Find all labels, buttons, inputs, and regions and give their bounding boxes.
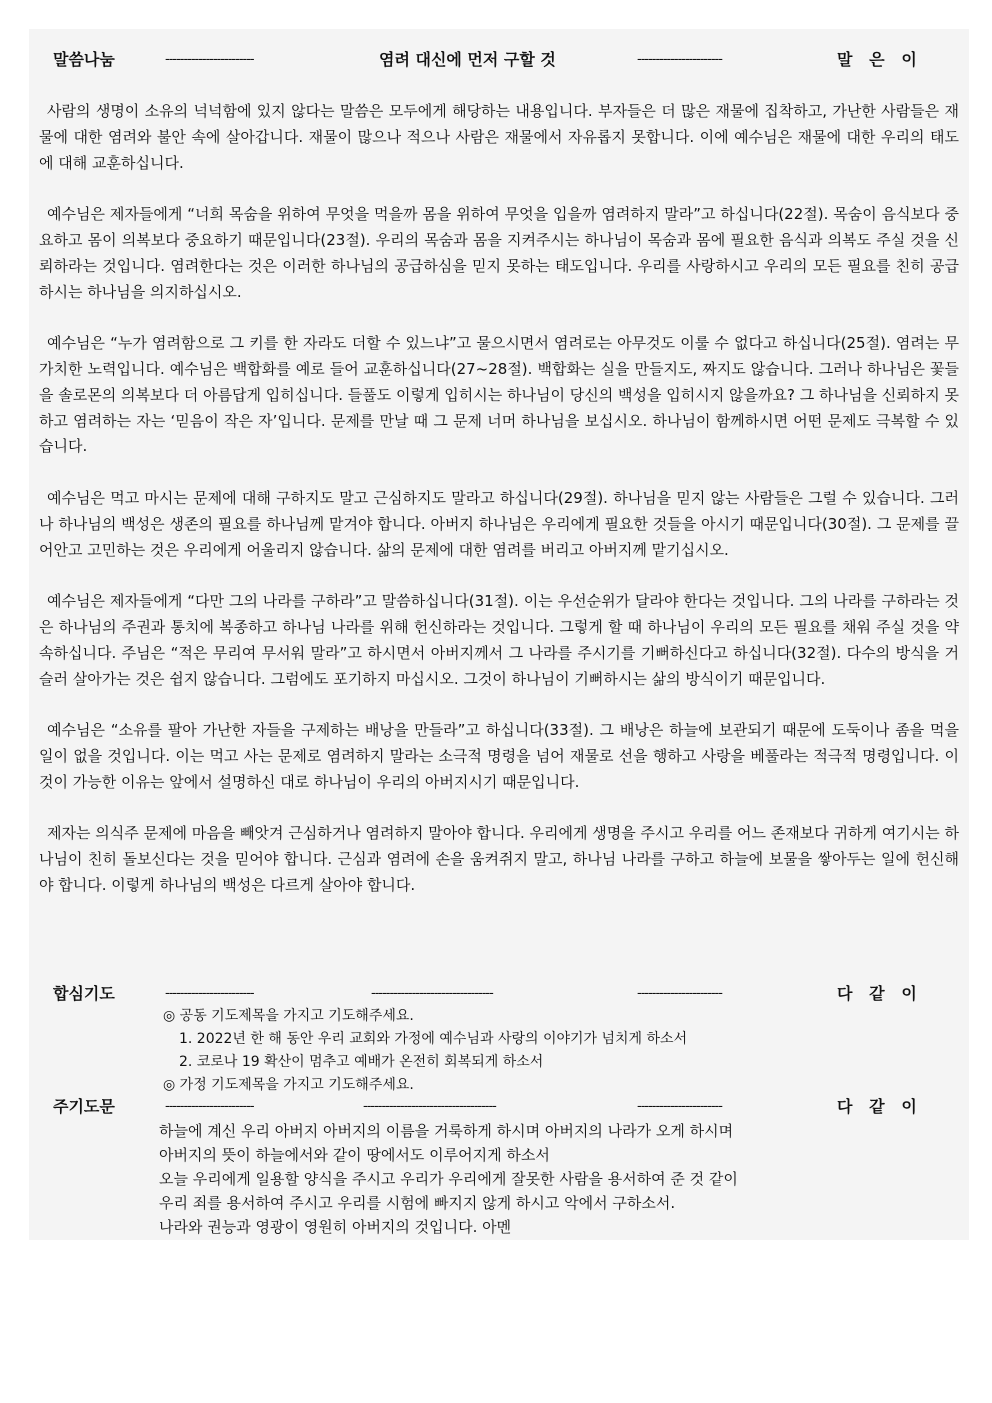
sermon-paragraph: 예수님은 제자들에게 “다만 그의 나라를 구하라”고 말씀하십니다(31절). 이는 우선순위가 달라야 한다는 것입니다. 그의 나라를 구하라는 것은 하나님의 주권과 통치에 복종하고 하나님 나라를 위해 헌신하라는 것입니다. 그렇게 할 때 하나님이 우리의 모든 필요를 채워 주실 것을 약속하십니다. 주님은 “적은 무리여 무서워 말라”고 하시면서 아버지께서 그 나라를 주시기를 기뻐하신다고 하십니다(32절). 다수의 방식을 거슬러 살아가는 것은 쉽지 않습니다. 그럼에도 포기하지 마십시오. 그것이 하나님이 기뻐하시는 삶의 방식이기 때문입니다. (39, 592, 959, 688)
prayer-section-label: 합심기도 (53, 984, 115, 1003)
bulletin-sheet (29, 29, 969, 1240)
header-divider: ----------------------- (637, 986, 722, 1001)
sermon-title: 염려 대신에 먼저 구할 것 (379, 50, 556, 69)
sermon-paragraph: 예수님은 먹고 마시는 문제에 대해 구하지도 말고 근심하지도 말라고 하십니다(29절). 하나님을 믿지 않는 사람들은 그럴 수 있습니다. 그러나 하나님의 백성은 생존의 필요를 하나님께 맡겨야 합니다. 아버지 하나님은 우리에게 필요한 것들을 아시기 때문입니다(30절). 그 문제를 끌어안고 고민하는 것은 우리에게 어울리지 않습니다. 삶의 문제에 대한 염려를 버리고 아버지께 맡기십시오. (39, 488, 959, 559)
church-prayer-heading: ◎ 공동 기도제목을 가지고 기도해주세요. (163, 1008, 414, 1024)
header-divider: ------------------------------------ (363, 1099, 496, 1114)
sermon-paragraph: 예수님은 “소유를 팔아 가난한 자들을 구제하는 배낭을 만들라”고 하십니다(33절). 그 배낭은 하늘에 보관되기 때문에 도둑이나 좀을 먹을 일이 없을 것입니다. 이는 먹고 사는 문제로 염려하지 말라는 소극적 명령을 넘어 재물로 선을 행하고 사랑을 베풀라는 적극적 명령입니다. 이것이 가능한 이유는 앞에서 설명하신 대로 하나님이 우리의 아버지시기 때문입니다. (39, 721, 959, 791)
sermon-paragraph: 예수님은 “누가 염려함으로 그 키를 한 자라도 더할 수 있느냐”고 물으시면서 염려로는 아무것도 이룰 수 없다고 하십니다(25절). 염려는 무가치한 노력입니다. 예수님은 백합화를 예로 들어 교훈하십니다(27~28절). 백합화는 실을 만들지도, 짜지도 않습니다. 그러나 하나님은 꽃들을 솔로몬의 의복보다 더 아름답게 입히십니다. 들풀도 이렇게 입히시는 하나님이 당신의 백성을 입히시지 않을까요? 그 하나님을 신뢰하지 못하고 염려하는 자는 ‘믿음이 작은 자’입니다. 문제를 만날 때 그 문제 너머 하나님을 보십시오. 하나님이 함께하시면 어떤 문제도 극복할 수 있습니다. (39, 334, 959, 456)
sermon-paragraph: 제자는 의식주 문제에 마음을 빼앗겨 근심하거나 염려하지 말아야 합니다. 우리에게 생명을 주시고 우리를 어느 존재보다 귀하게 여기시는 하나님이 친히 돌보신다는 것을 믿어야 합니다. 근심과 염려에 손을 움켜쥐지 말고, 하나님 나라를 구하고 하늘에 보물을 쌓아두는 일에 헌신해야 합니다. 이렇게 하나님의 백성은 다르게 살아야 합니다. (39, 824, 959, 894)
header-divider: ------------------------ (165, 52, 254, 67)
prayer-leader: 다 같 이 (837, 984, 917, 1003)
sermon-body (39, 99, 959, 925)
sermon-paragraph: 사람의 생명이 소유의 넉넉함에 있지 않다는 말씀은 모두에게 해당하는 내용입니다. 부자들은 더 많은 재물에 집착하고, 가난한 사람들은 재물에 대한 염려와 불안 속에 살아갑니다. 재물이 많으나 적으나 사람은 재물에서 자유롭지 못합니다. 이에 예수님은 재물에 대한 우리의 태도에 대해 교훈하십니다. (39, 102, 959, 172)
lords-prayer-text (159, 1119, 738, 1239)
sermon-paragraph: 예수님은 제자들에게 “너희 목숨을 위하여 무엇을 먹을까 몸을 위하여 무엇을 입을까 염려하지 말라”고 하십니다(22절). 목숨이 음식보다 중요하고 몸이 의복보다 중요하기 때문입니다(23절). 우리의 목숨과 몸을 지켜주시는 하나님이 목숨과 몸에 필요한 음식과 의복도 주실 것을 신뢰하라는 것입니다. 염려한다는 것은 이러한 하나님의 공급하심을 믿지 못하는 태도입니다. 우리를 사랑하시고 우리의 모든 필요를 친히 공급하시는 하나님을 의지하십시오. (39, 205, 959, 301)
lords-prayer-line: 우리 죄를 용서하여 주시고 우리를 시험에 빠지지 않게 하시고 악에서 구하소서. (159, 1194, 676, 1212)
prayer-topic-item: 1. 2022년 한 해 동안 우리 교회와 가정에 예수님과 사랑의 이야기가 넘치게 하소서 (179, 1031, 688, 1047)
sermon-speaker: 말 은 이 (837, 50, 917, 69)
sermon-header (29, 45, 969, 75)
lords-prayer-line: 나라와 권능과 영광이 영원히 아버지의 것입니다. 아멘 (159, 1218, 512, 1236)
header-divider: ----------------------- (637, 52, 722, 67)
header-divider: ------------------------ (165, 1099, 254, 1114)
lords-prayer-label: 주기도문 (53, 1097, 115, 1116)
header-divider: ------------------------ (165, 986, 254, 1001)
family-prayer-heading: ◎ 가정 기도제목을 가지고 기도해주세요. (163, 1077, 414, 1093)
header-divider: ----------------------- (637, 1099, 722, 1114)
header-divider: --------------------------------- (371, 986, 493, 1001)
lords-prayer-header (29, 1092, 969, 1122)
prayer-topic-item: 2. 코로나 19 확산이 멈추고 예배가 온전히 회복되게 하소서 (179, 1054, 544, 1070)
lords-prayer-line: 아버지의 뜻이 하늘에서와 같이 땅에서도 이루어지게 하소서 (159, 1146, 550, 1164)
lords-prayer-line: 하늘에 계신 우리 아버지 아버지의 이름을 거룩하게 하시며 아버지의 나라가 오게 하시며 (159, 1122, 734, 1140)
lords-prayer-line: 오늘 우리에게 일용할 양식을 주시고 우리가 우리에게 잘못한 사람을 용서하여 준 것 같이 (159, 1170, 738, 1188)
lords-prayer-leader: 다 같 이 (837, 1097, 917, 1116)
sermon-section-label: 말씀나눔 (53, 50, 115, 69)
